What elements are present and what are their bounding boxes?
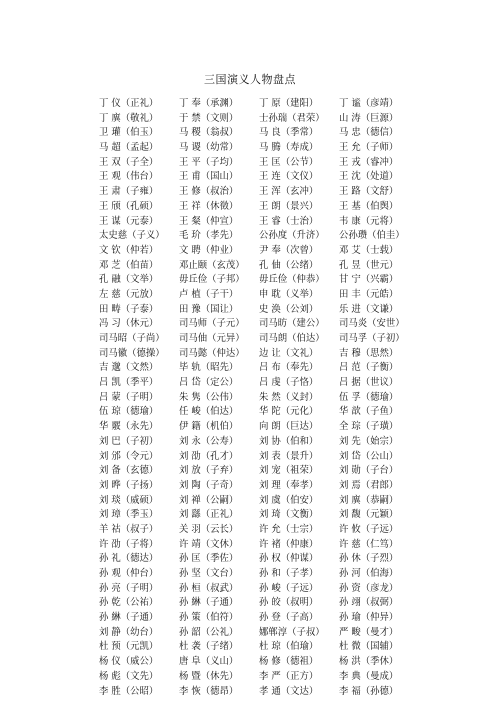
table-row — [99, 685, 419, 700]
character-entry: 刘 邠（令元） — [99, 450, 159, 462]
character-entry: 刘 放（子弃） — [179, 465, 239, 477]
character-entry: 刘 虞（伯安） — [259, 494, 319, 506]
character-entry: 孙 亮（子明） — [99, 582, 159, 594]
table-row — [99, 523, 419, 538]
table-row — [99, 567, 419, 582]
character-entry: 文 聘（仲业） — [179, 244, 239, 256]
character-entry: 孙 河（伯海） — [339, 568, 399, 579]
character-entry: 刘 静（幼台） — [99, 626, 159, 638]
character-entry: 任 峻（伯达） — [179, 406, 239, 418]
table-row — [99, 332, 419, 347]
character-entry: 乐 进（文谦） — [339, 303, 399, 315]
character-entry: 孔 融（文举） — [99, 274, 159, 286]
character-entry: 杨 彪（文先） — [99, 670, 159, 682]
character-entry: 文 钦（仲若） — [99, 244, 159, 256]
character-entry: 孙 桓（叔武） — [179, 582, 239, 594]
table-row — [99, 97, 419, 112]
character-entry: 王 谋（元泰） — [99, 215, 159, 227]
table-row — [99, 347, 419, 362]
character-entry: 王 浑（玄冲） — [259, 186, 319, 198]
table-row — [99, 156, 419, 171]
character-entry: 华 陀（元化） — [259, 406, 319, 418]
table-row — [99, 317, 419, 332]
character-entry: 甘 宁（兴霸） — [339, 274, 399, 286]
character-entry: 卢 植（子干） — [179, 288, 239, 300]
character-entry: 马 忠（德信） — [339, 127, 399, 139]
character-entry: 毕 轨（昭先） — [179, 362, 239, 374]
table-row — [99, 112, 419, 127]
character-entry: 吕 蒙（子明） — [99, 391, 159, 403]
table-row — [99, 494, 419, 509]
character-entry: 孙 观（仲台） — [99, 568, 159, 579]
character-entry: 朱 隽（公伟） — [179, 391, 239, 403]
character-entry: 华 歆（子鱼） — [339, 406, 399, 418]
character-entry: 王 路（文舒） — [339, 186, 399, 198]
character-entry: 王 颀（孔硕） — [99, 200, 159, 212]
character-entry: 田 畴（子泰） — [99, 303, 159, 315]
character-entry: 孙 乾（公祐） — [99, 597, 159, 609]
character-entry: 李 福（孙德） — [339, 685, 399, 697]
table-row — [99, 273, 419, 288]
table-row — [99, 405, 419, 420]
character-entry: 全 琮（子璜） — [339, 421, 399, 433]
character-entry: 王 连（文仪） — [259, 171, 319, 183]
character-entry: 孙 峻（子远） — [259, 582, 319, 594]
character-entry: 伍 孚（德瑜） — [339, 391, 399, 403]
character-entry: 许 慈（仁笃） — [339, 538, 399, 550]
table-row — [99, 420, 419, 435]
character-entry: 杨 暨（休先） — [179, 670, 239, 682]
character-entry: 伊 籍（机伯） — [179, 421, 239, 433]
character-entry: 刘 琰（威硕） — [99, 494, 159, 506]
character-entry: 田 丰（元皓） — [339, 288, 399, 300]
character-entry: 马 腾（寿成） — [259, 142, 319, 154]
character-entry: 朱 然（义封） — [259, 391, 319, 403]
character-entry: 刘 岱（公山） — [339, 450, 399, 462]
character-entry: 山 涛（巨源） — [339, 112, 399, 124]
character-entry: 王 肃（子雍） — [99, 186, 159, 198]
character-entry: 孙 资（彦龙） — [339, 582, 399, 594]
character-entry: 杨 仪（威公） — [99, 656, 159, 668]
character-entry: 吕 据（世议） — [339, 377, 399, 389]
character-entry: 孙 坚（文台） — [179, 568, 239, 579]
table-row — [99, 670, 419, 685]
character-entry: 司马昭（子尚） — [99, 333, 165, 344]
character-entry: 孙 匡（季佐） — [179, 553, 239, 565]
character-entry: 刘 琦（文衡） — [259, 509, 319, 521]
character-entry: 杜 琼（伯瑜） — [259, 641, 319, 653]
character-entry: 杜 袭（子绪） — [179, 641, 239, 653]
character-entry: 唐 阜（义山） — [179, 656, 239, 668]
character-entry: 王 沈（处道） — [339, 171, 399, 183]
character-entry: 刘 协（伯和） — [259, 435, 319, 447]
table-row — [99, 450, 419, 465]
character-entry: 孝 通（文达） — [259, 685, 319, 697]
table-row — [99, 655, 419, 670]
character-entry: 孔 昱（世元） — [339, 259, 399, 271]
character-entry: 刘 繇（正礼） — [179, 509, 239, 521]
table-row — [99, 508, 419, 523]
character-entry: 王 观（伟台） — [99, 171, 159, 183]
character-entry: 刘 晔（子扬） — [99, 479, 159, 491]
character-entry: 孙 綝（子通） — [99, 612, 159, 624]
character-entry: 孙 权（仲谋） — [259, 553, 319, 565]
character-entry: 孙 和（子孝） — [259, 568, 319, 579]
character-entry: 刘 馥（元颖） — [339, 509, 399, 521]
character-entry: 关 羽（云长） — [179, 523, 239, 535]
table-row — [99, 626, 419, 641]
character-entry: 司马伷（元异） — [179, 333, 245, 344]
character-entry: 杜 预（元凯） — [99, 641, 159, 653]
table-row — [99, 640, 419, 655]
character-entry: 吕 岱（定公） — [179, 377, 239, 389]
character-entry: 王 修（叔治） — [179, 186, 239, 198]
character-entry: 李 恢（德昂） — [179, 685, 239, 697]
character-entry: 马 超（孟起） — [99, 142, 159, 154]
character-entry: 刘 陶（子奇） — [179, 479, 239, 491]
table-row — [99, 259, 419, 274]
table-row — [99, 170, 419, 185]
character-entry: 李 典（曼成） — [339, 670, 399, 682]
character-entry: 伍 琼（德瑜） — [99, 406, 159, 418]
character-entry: 许 褚（仲康） — [259, 538, 319, 550]
character-entry: 申 耽（义举） — [259, 288, 319, 300]
character-entry: 王 匡（公节） — [259, 156, 319, 168]
character-entry: 马 谡（幼常） — [179, 142, 239, 154]
table-row — [99, 244, 419, 259]
character-entry: 边 让（文礼） — [259, 347, 319, 359]
table-row — [99, 435, 419, 450]
character-entry: 李 胜（公昭） — [99, 685, 159, 697]
character-entry: 公孙度（升济） — [259, 230, 325, 242]
character-entry: 丁 仪（正礼） — [99, 98, 159, 109]
character-entry: 于 禁（文则） — [179, 112, 239, 124]
table-row — [99, 376, 419, 391]
character-entry: 毋丘俭（子邦） — [179, 274, 245, 286]
character-entry: 刘 永（公寿） — [179, 435, 239, 447]
character-entry: 丁 原（建阳） — [259, 98, 319, 109]
character-entry: 孙 登（子高） — [259, 612, 319, 624]
character-entry: 刘 先（始宗） — [339, 435, 399, 447]
character-entry: 王 平（子均） — [179, 156, 239, 168]
character-entry: 孙 休（子烈） — [339, 553, 399, 565]
character-entry: 吕 范（子衡） — [339, 362, 399, 374]
character-entry: 刘 廙（恭嗣） — [339, 494, 399, 506]
character-entry: 邓 艾（士载） — [339, 244, 399, 256]
character-entry: 许 靖（文休） — [179, 538, 239, 550]
table-row — [99, 361, 419, 376]
character-entry: 孙 皎（叔明） — [259, 597, 319, 609]
table-row — [99, 582, 419, 597]
table-row — [99, 479, 419, 494]
character-entry: 司马炎（安世） — [339, 318, 405, 330]
character-entry: 左 慈（元放） — [99, 288, 159, 300]
character-entry: 史 涣（公刘） — [259, 303, 319, 315]
table-row — [99, 229, 419, 244]
character-entry: 严 畯（曼才） — [339, 626, 399, 638]
page-title: 三国演义人物盘点 — [204, 73, 296, 86]
character-entry: 刘 璋（季玉） — [99, 509, 159, 521]
character-entry: 毋丘俭（仲恭） — [259, 274, 325, 286]
character-entry: 孙 瑜（仲异） — [339, 612, 399, 624]
character-entry: 王 祥（休徵） — [179, 200, 239, 212]
character-entry: 孙 綝（子通） — [179, 597, 239, 609]
table-row — [99, 288, 419, 303]
character-entry: 向 朗（巨达） — [259, 421, 319, 433]
character-entry: 司马懿（仲达） — [179, 347, 245, 359]
character-table — [99, 97, 419, 699]
character-entry: 羊 祜（叔子） — [99, 523, 159, 535]
character-entry: 刘 焉（君郎） — [339, 479, 399, 491]
character-entry: 邓止颐（玄茂） — [179, 259, 245, 271]
character-entry: 王 甫（国山） — [179, 171, 239, 183]
character-entry: 许 劭（子将） — [99, 538, 159, 550]
table-row — [99, 141, 419, 156]
character-entry: 孙 礼（德达） — [99, 553, 159, 565]
character-entry: 丁 廙（敬礼） — [99, 112, 159, 124]
character-entry: 刘 劭（孔才） — [179, 450, 239, 462]
table-row — [99, 303, 419, 318]
table-row — [99, 391, 419, 406]
character-entry: 王 戎（睿冲） — [339, 156, 399, 168]
character-entry: 毛 玠（孝先） — [179, 230, 239, 242]
character-entry: 司马师（子元） — [179, 318, 245, 330]
character-entry: 刘 宠（祖荣） — [259, 465, 319, 477]
character-entry: 杨 洪（季休） — [339, 656, 399, 668]
character-entry: 司马徽（德操） — [99, 347, 165, 359]
character-entry: 刘 表（景升） — [259, 450, 319, 462]
character-entry: 刘 勋（子台） — [339, 465, 399, 477]
character-entry: 许 允（士宗） — [259, 523, 319, 535]
character-entry: 韦 康（元将） — [339, 215, 399, 227]
character-entry: 吕 虔（子恪） — [259, 377, 319, 389]
character-entry: 丁 奉（承渊） — [179, 98, 239, 109]
character-entry: 孙 策（伯符） — [179, 612, 239, 624]
character-entry: 士孙瑞（君荣） — [259, 112, 325, 124]
table-row — [99, 596, 419, 611]
character-entry: 吕 布（奉先） — [259, 362, 319, 374]
character-entry: 王 允（子师） — [339, 142, 399, 154]
character-entry: 马 良（季常） — [259, 127, 319, 139]
character-entry: 王 睿（士治） — [259, 215, 319, 227]
table-row — [99, 215, 419, 230]
character-entry: 王 粲（仲宣） — [179, 215, 239, 227]
table-row — [99, 611, 419, 626]
character-entry: 邓 芝（伯苗） — [99, 259, 159, 271]
character-entry: 司马昉（建公） — [259, 318, 325, 330]
character-entry: 孙 韶（公礼） — [179, 626, 239, 638]
character-entry: 刘 备（玄德） — [99, 465, 159, 477]
character-entry: 王 双（子全） — [99, 156, 159, 168]
character-entry: 太史慈（子义） — [99, 230, 165, 242]
character-entry: 司马朗（伯达） — [259, 333, 325, 344]
character-entry: 吉 穆（思然） — [339, 347, 399, 359]
table-row — [99, 185, 419, 200]
character-entry: 刘 巴（子初） — [99, 435, 159, 447]
table-row — [99, 464, 419, 479]
character-entry: 杜 微（国辅） — [339, 641, 399, 653]
table-row — [99, 552, 419, 567]
character-entry: 李 严（正方） — [259, 670, 319, 682]
table-row — [99, 200, 419, 215]
character-entry: 马 稷（翁叔） — [179, 127, 239, 139]
character-entry: 丁 谧（彦靖） — [339, 98, 399, 109]
character-entry: 卫 瓘（伯玉） — [99, 127, 159, 139]
character-entry: 杨 修（德祖） — [259, 656, 319, 668]
table-row — [99, 126, 419, 141]
character-entry: 冯 习（休元） — [99, 318, 159, 330]
character-entry: 司马孚（子初） — [339, 333, 405, 344]
character-entry: 吉 邈（文然） — [99, 362, 159, 374]
character-entry: 王 朗（景兴） — [259, 200, 319, 212]
character-entry: 吕 凯（季平） — [99, 377, 159, 389]
character-entry: 公孙瓒（伯圭） — [339, 230, 405, 242]
character-entry: 孙 翊（叔弼） — [339, 597, 399, 609]
table-row — [99, 538, 419, 553]
character-entry: 刘 理（奉孝） — [259, 479, 319, 491]
character-entry: 尹 奉（次曾） — [259, 244, 319, 256]
character-entry: 田 豫（国让） — [179, 303, 239, 315]
character-entry: 孔 伷（公绪） — [259, 259, 319, 271]
character-entry: 华 覈（永先） — [99, 421, 159, 433]
character-entry: 许 攸（子远） — [339, 523, 399, 535]
character-entry: 娜郸淳（子叔） — [259, 626, 325, 638]
character-entry: 刘 禅（公嗣） — [179, 494, 239, 506]
character-entry: 王 基（伯舆） — [339, 200, 399, 212]
